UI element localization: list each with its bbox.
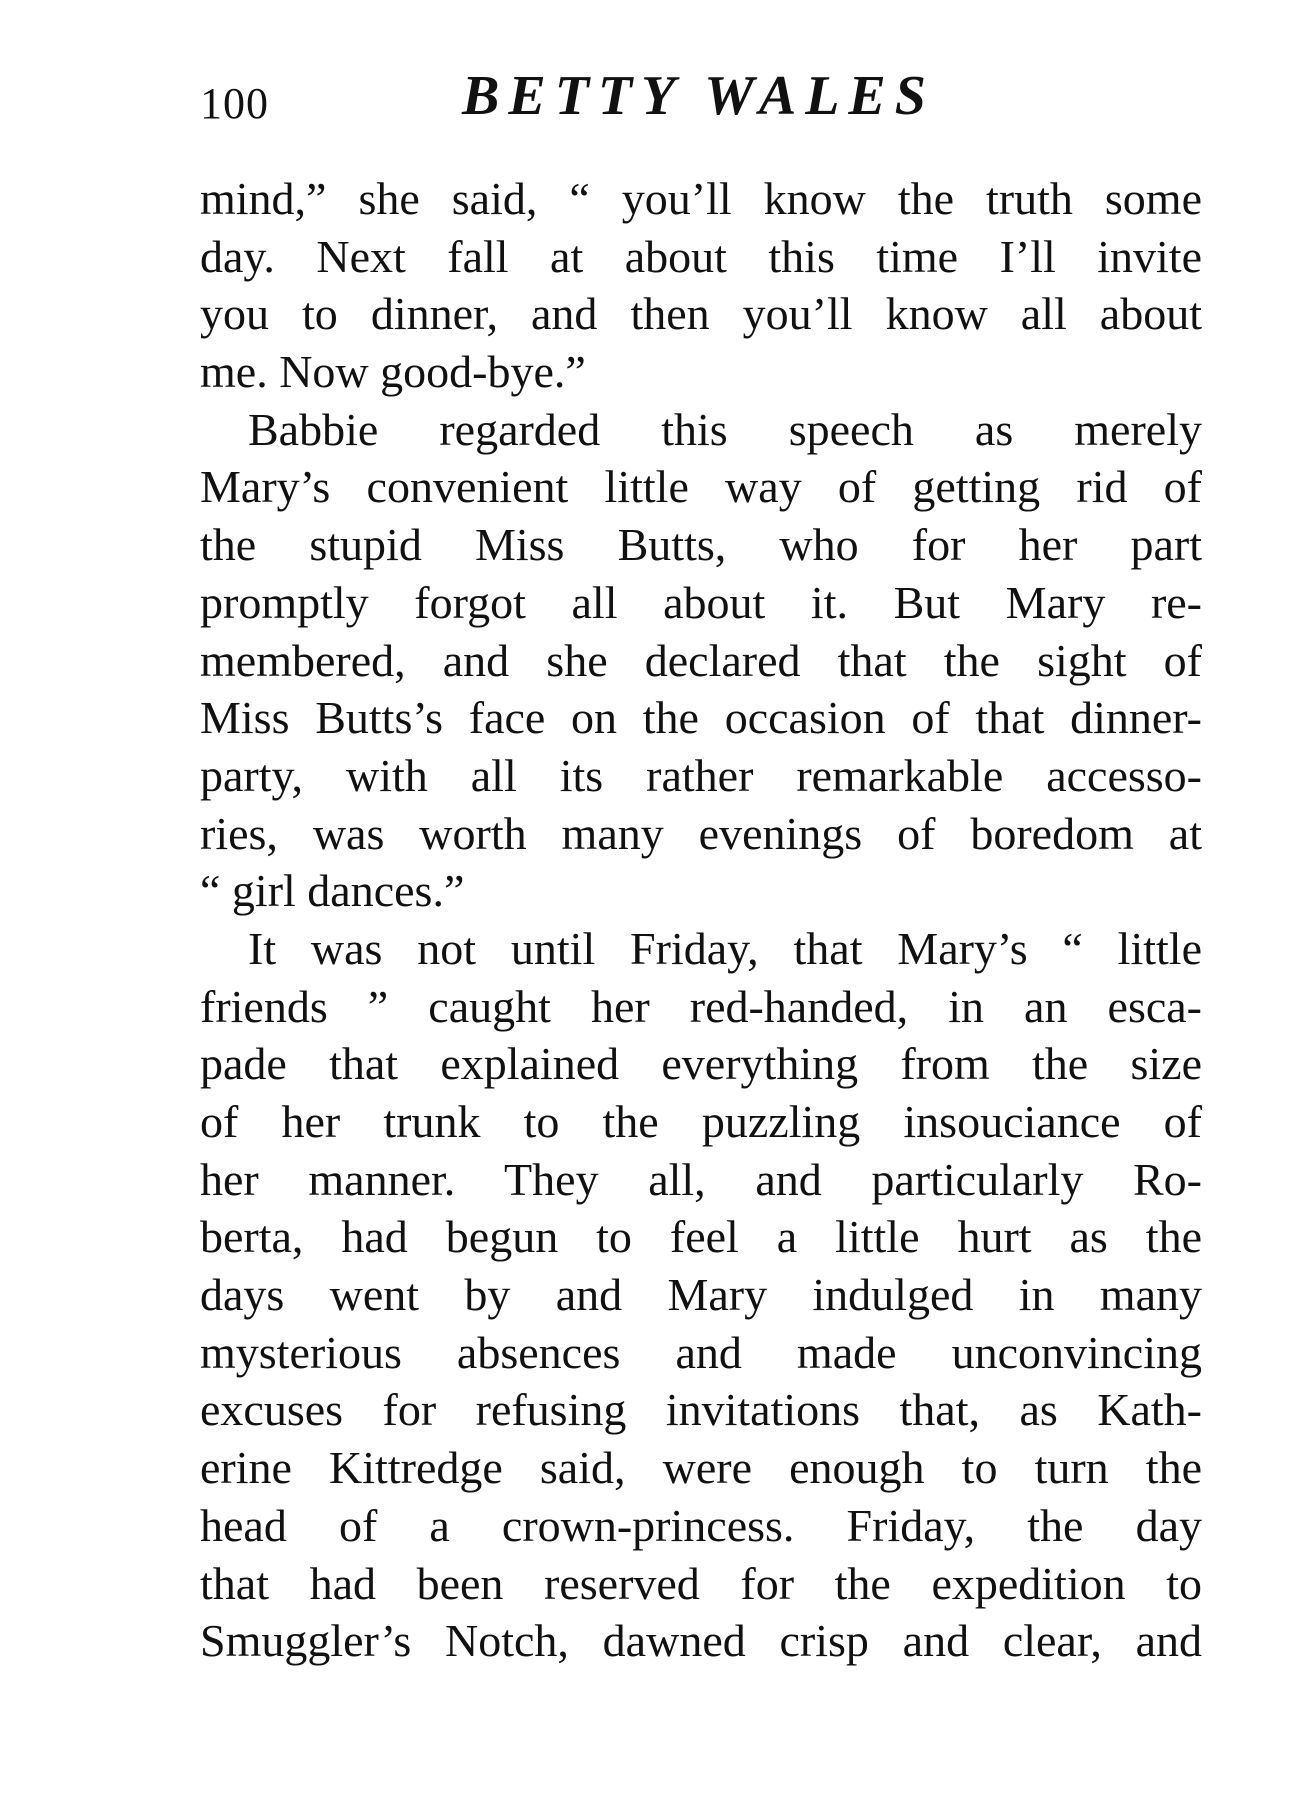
text-line: membered, and she declared that the sight of [200,634,1202,686]
text-line: Smuggler’s Notch, dawned crisp and clear, and [200,1615,1202,1667]
text-line: Mary’s convenient little way of getting rid of [200,461,1202,513]
text-line: “ girl dances.” [200,865,465,917]
text-line: Babbie regarded this speech as merely [248,403,1202,455]
page-header [200,64,980,144]
text-line: you to dinner, and then you’ll know all about [200,288,1202,340]
text-line: friends ” caught her red-handed, in an esca- [200,980,1202,1032]
running-title: BETTY WALES [462,65,935,127]
text-line: the stupid Miss Butts, who for her part [200,519,1202,571]
text-line: It was not until Friday, that Mary’s “ little [248,922,1202,974]
text-line: excuses for refusing invitations that, as Kath- [200,1384,1202,1436]
text-line: mind,” she said, “ you’ll know the truth some [200,173,1202,224]
text-line: her manner. They all, and particularly Ro- [200,1153,1202,1205]
text-line: that had been reserved for the expedition to [200,1557,1202,1609]
text-line: head of a crown-princess. Friday, the day [200,1499,1202,1551]
text-line: days went by and Mary indulged in many [200,1269,1202,1321]
text-line: promptly forgot all about it. But Mary re- [200,576,1202,628]
text-line: pade that explained everything from the size [200,1038,1202,1090]
text-line: of her trunk to the puzzling insouciance of [200,1096,1202,1147]
text-line: ries, was worth many evenings of boredom at [200,807,1202,859]
text-line: me. Now good-bye.” [200,346,586,398]
text-line: erine Kittredge said, were enough to turn the [200,1442,1202,1494]
page-number: 100 [200,79,269,128]
body-text [200,170,1202,1670]
text-line: day. Next fall at about this time I’ll invite [200,230,1202,282]
text-line: berta, had begun to feel a little hurt as the [200,1211,1202,1263]
text-line: party, with all its rather remarkable accesso- [200,749,1202,801]
text-line: Miss Butts’s face on the occasion of that dinner- [200,692,1202,744]
text-line: mysterious absences and made unconvincing [200,1326,1202,1378]
